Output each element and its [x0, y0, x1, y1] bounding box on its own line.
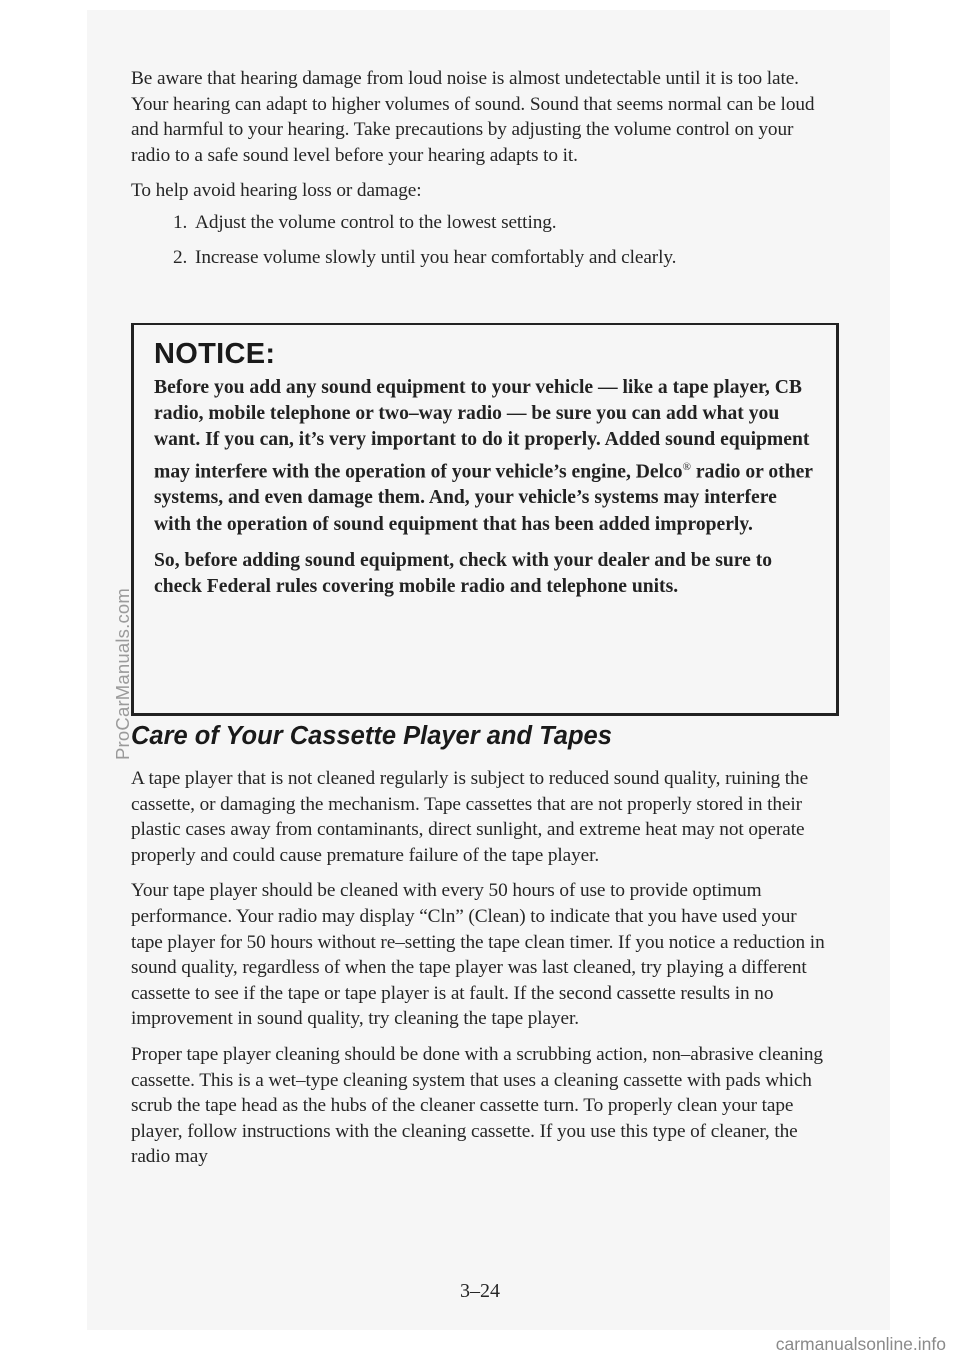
notice-paragraph-add-equipment [154, 375, 814, 538]
notice-box [131, 323, 839, 716]
notice-paragraph-check-dealer: So, before adding sound equipment, check with your dealer and be sure to check Federal rules covering mobile radio and telephone units. [154, 549, 773, 597]
cassette-care-section [131, 766, 831, 1170]
notice-text-part-1: Before you add any sound equipment to your vehicle — like a tape player, CB radio, mobile telephone or two–way radio — be sure you can add what you want. If you can, it’s very important to do it properly. Added sound equipment may interfere with the operation of your vehicle’s engine, Delco [154, 377, 810, 483]
notice-heading: NOTICE: [154, 338, 276, 370]
care-paragraph-cleaning-importance: A tape player that is not cleaned regularly is subject to reduced sound quality, ruining the cassette, or damaging the mechanism. Tape cassettes that are not properly stored in their plastic cases away from contaminants, direct sunlight, and extreme heat may not operate properly and could cause premature failure of the tape player. [131, 768, 809, 866]
intro-paragraph-help-avoid: To help avoid hearing loss or damage: [131, 180, 422, 202]
registered-trademark-symbol: ® [682, 460, 691, 473]
intro-section [131, 66, 831, 279]
page-number: 3–24 [460, 1280, 500, 1302]
list-item [173, 245, 831, 271]
side-watermark: ProCarManuals.com [112, 587, 133, 760]
care-paragraph-cleaning-interval: Your tape player should be cleaned with every 50 hours of use to provide optimum performance. Your radio may display “Cln” (Clean) to indicate that you have used your tape player for 50 hours without re–setting the tape clean timer. If you notice a reduction in sound quality, regardless of when the tape player was last cleaned, try playing a different cassette to see if the tape or tape player is at fault. If the second cassette results in no improvement in sound quality, try cleaning the tape player. [131, 880, 825, 1030]
notice-text-part-2: radio or other systems, and even damage them. And, your vehicle’s systems may interfere with the operation of sound equipment that has been added improperly. [154, 461, 813, 535]
notice-body [154, 375, 814, 600]
section-heading-cassette-care: Care of Your Cassette Player and Tapes [131, 722, 612, 750]
list-item [173, 210, 831, 236]
care-paragraph-cleaning-method: Proper tape player cleaning should be done with a scrubbing action, non–abrasive cleaning cassette. This is a wet–type cleaning system that uses a cleaning cassette with pads which scrub the tape head as the hubs of the cleaner cassette turn. To properly clean your tape player, follow instructions with the cleaning cassette. If you use this type of cleaner, the radio may [131, 1043, 823, 1168]
intro-paragraph-hearing-damage: Be aware that hearing damage from loud noise is almost undetectable until it is too late. Your hearing can adapt to higher volumes of sound. Sound that seems normal can be loud and harmful to your hearing. Take precautions by adjusting the volume control on your radio to a safe sound level before your hearing adapts to it. [131, 68, 815, 166]
bottom-watermark: carmanualsonline.info [775, 1334, 946, 1354]
steps-list [131, 210, 831, 270]
step-number: 1. [173, 211, 188, 233]
step-text: Increase volume slowly until you hear comfortably and clearly. [195, 246, 677, 268]
step-number: 2. [173, 246, 188, 268]
step-text: Adjust the volume control to the lowest setting. [195, 211, 557, 233]
